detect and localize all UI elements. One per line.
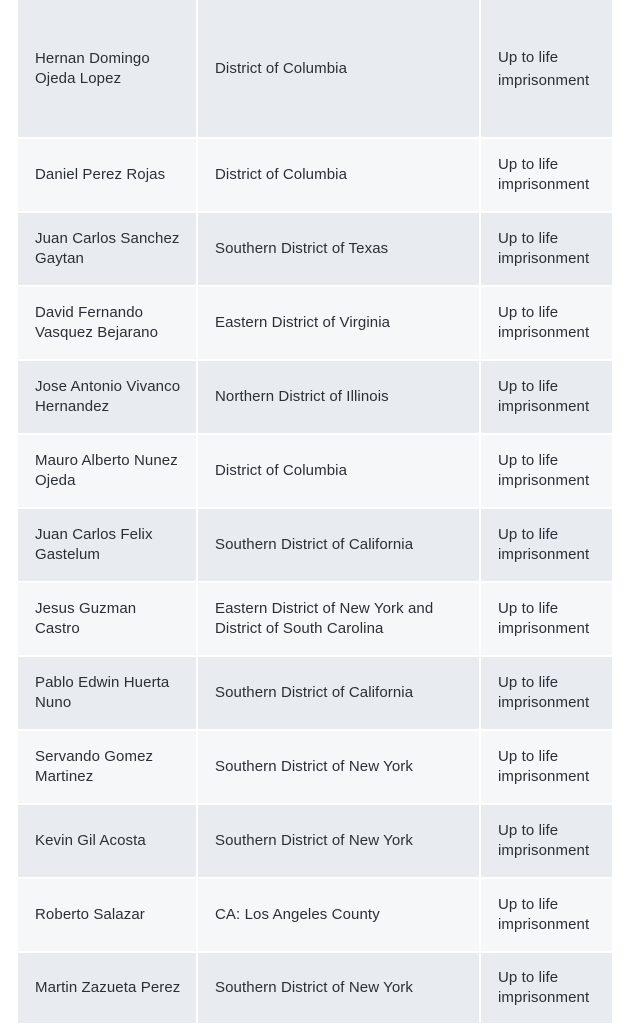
district-cell: Southern District of California [197, 508, 480, 582]
penalty-cell: Up to life imprisonment [480, 138, 612, 212]
indictments-table-container [18, 0, 612, 1025]
table-row [18, 434, 612, 508]
defendant-name-cell: Martin Zazueta Perez [18, 952, 197, 1024]
district-cell: Eastern District of New York and District of South Carolina [197, 582, 480, 656]
penalty-cell: Up to life imprisonment [480, 730, 612, 804]
defendant-name-cell: Servando Gomez Martinez [18, 730, 197, 804]
table-row [18, 286, 612, 360]
district-cell: District of Columbia [197, 138, 480, 212]
table-row [18, 508, 612, 582]
table-row [18, 138, 612, 212]
district-cell: Southern District of California [197, 656, 480, 730]
table-row [18, 212, 612, 286]
table-row [18, 582, 612, 656]
penalty-cell: Up to life imprisonment [480, 804, 612, 878]
district-cell: Eastern District of Virginia [197, 286, 480, 360]
defendant-name-cell: David Fernando Vasquez Bejarano [18, 286, 197, 360]
table-row [18, 0, 612, 138]
defendant-name-cell: Mauro Alberto Nunez Ojeda [18, 434, 197, 508]
penalty-cell: Up to life imprisonment [480, 878, 612, 952]
district-cell: Southern District of New York [197, 730, 480, 804]
penalty-cell: Up to life imprisonment [480, 508, 612, 582]
district-cell: Southern District of Texas [197, 212, 480, 286]
defendant-name-cell: Daniel Perez Rojas [18, 138, 197, 212]
table-body [18, 0, 612, 1024]
penalty-cell: Up to life imprisonment [480, 656, 612, 730]
district-cell: Southern District of New York [197, 804, 480, 878]
indictments-table [18, 0, 612, 1025]
penalty-cell: Up to life imprisonment [480, 582, 612, 656]
table-row [18, 730, 612, 804]
district-cell: District of Columbia [197, 434, 480, 508]
table-row [18, 804, 612, 878]
defendant-name-cell: Hernan Domingo Ojeda Lopez [18, 0, 197, 138]
table-row [18, 878, 612, 952]
defendant-name-cell: Kevin Gil Acosta [18, 804, 197, 878]
table-row [18, 656, 612, 730]
penalty-cell: Up to life imprisonment [480, 286, 612, 360]
defendant-name-cell: Juan Carlos Sanchez Gaytan [18, 212, 197, 286]
penalty-cell: Up to life imprisonment [480, 952, 612, 1024]
defendant-name-cell: Juan Carlos Felix Gastelum [18, 508, 197, 582]
defendant-name-cell: Jose Antonio Vivanco Hernandez [18, 360, 197, 434]
table-row [18, 360, 612, 434]
defendant-name-cell: Roberto Salazar [18, 878, 197, 952]
defendant-name-cell: Jesus Guzman Castro [18, 582, 197, 656]
district-cell: CA: Los Angeles County [197, 878, 480, 952]
defendant-name-cell: Pablo Edwin Huerta Nuno [18, 656, 197, 730]
district-cell: District of Columbia [197, 0, 480, 138]
penalty-cell: Up to life imprisonment [480, 360, 612, 434]
penalty-cell: Up to life imprisonment [480, 212, 612, 286]
table-row [18, 952, 612, 1024]
penalty-cell: Up to life imprisonment [480, 434, 612, 508]
district-cell: Northern District of Illinois [197, 360, 480, 434]
penalty-cell: Up to life imprisonment [480, 0, 612, 138]
district-cell: Southern District of New York [197, 952, 480, 1024]
